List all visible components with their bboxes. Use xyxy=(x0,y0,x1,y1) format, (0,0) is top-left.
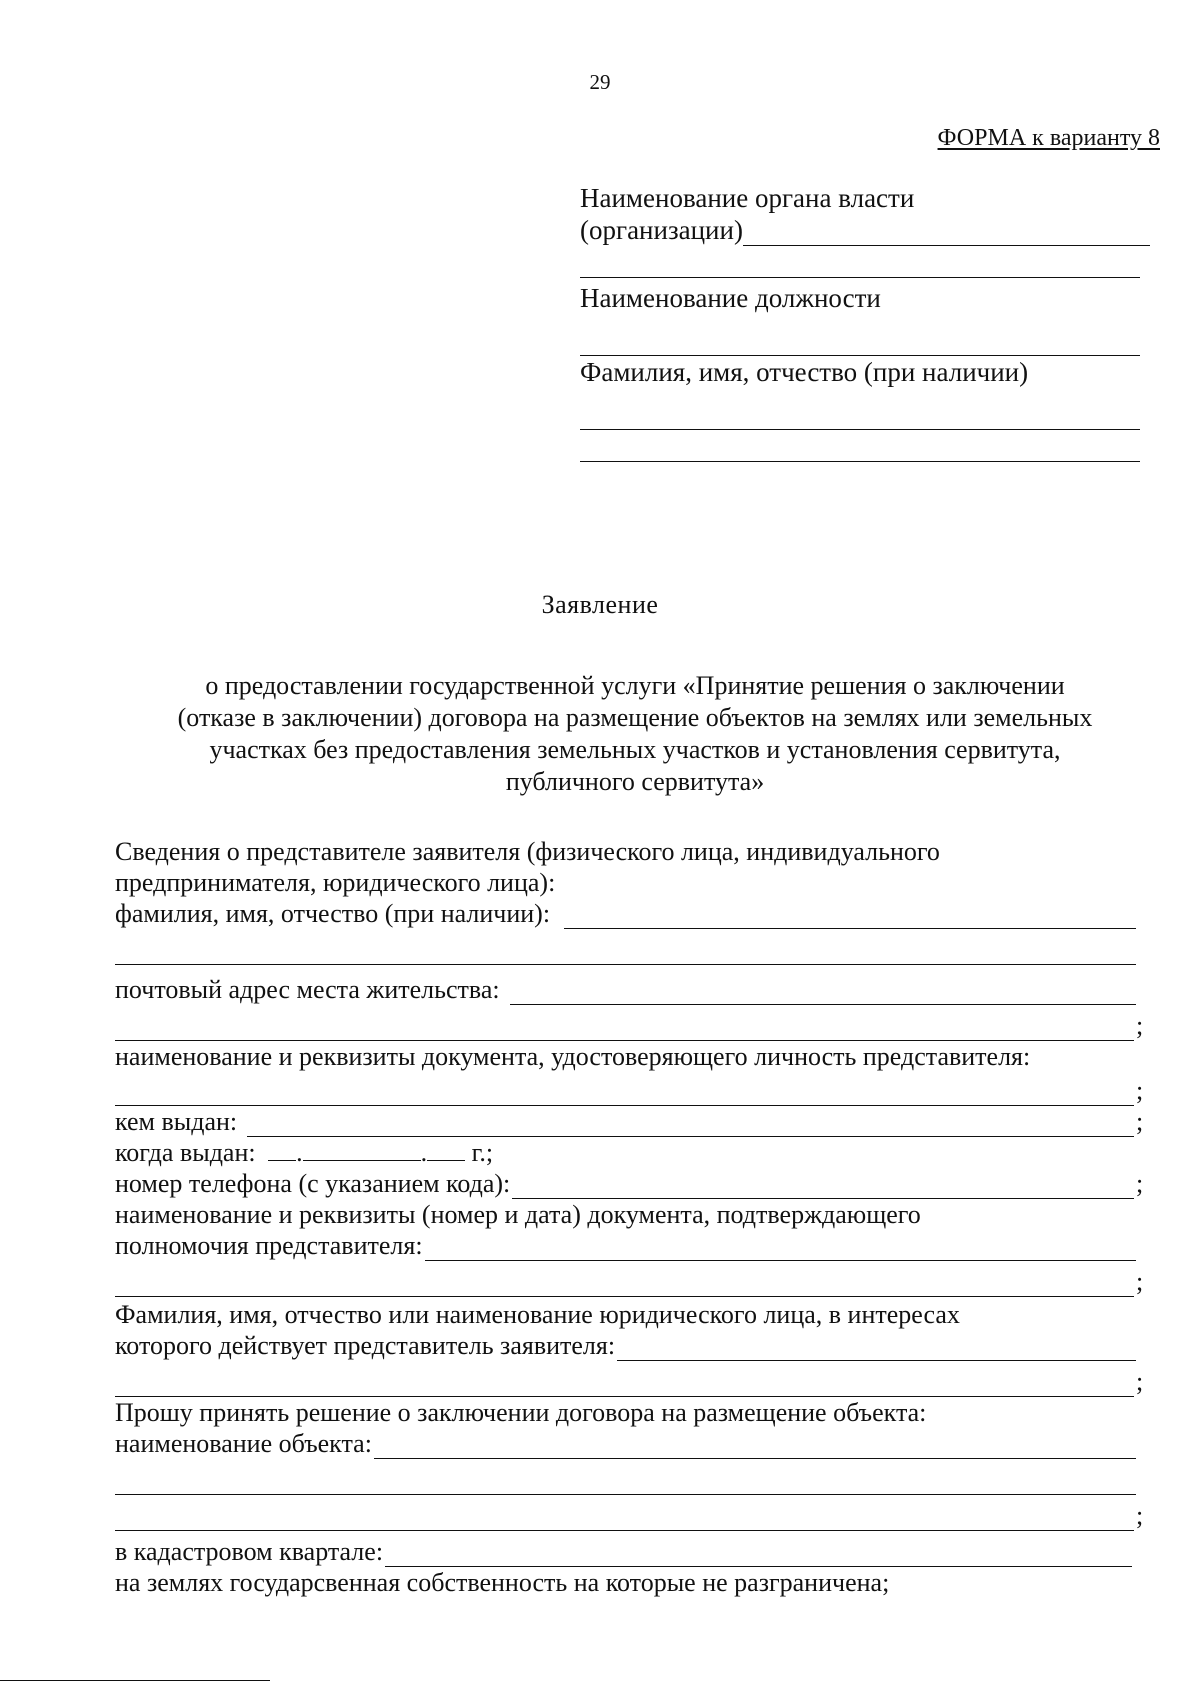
fio-field-row xyxy=(580,388,1150,430)
semicolon: ; xyxy=(1136,1267,1144,1296)
document-subject xyxy=(110,670,1160,798)
issued-year-field[interactable] xyxy=(427,1138,465,1161)
addressee-fio-field[interactable] xyxy=(580,393,1140,430)
document-title: Заявление xyxy=(541,590,659,619)
object-name-row xyxy=(115,1428,1150,1459)
form-reference: ФОРМА к варианту 8 xyxy=(937,125,1160,151)
fio-label-row xyxy=(580,356,1150,388)
object-name-field-2[interactable] xyxy=(115,1464,1136,1495)
issued-month-field[interactable] xyxy=(303,1138,421,1161)
authority-field-row-2 xyxy=(580,246,1150,278)
postal-field[interactable] xyxy=(510,980,1136,1005)
cadastral-row xyxy=(115,1531,1150,1567)
principal-field-2[interactable] xyxy=(115,1366,1134,1397)
issued-when-label: когда выдан: xyxy=(115,1138,256,1167)
object-name-field[interactable] xyxy=(374,1434,1136,1459)
fio-label: фамилия, имя, отчество (при наличии): xyxy=(115,899,551,928)
id-doc-field[interactable] xyxy=(115,1077,1134,1106)
principal-field[interactable] xyxy=(617,1336,1136,1361)
authority-doc-label-1: наименование и реквизиты (номер и дата) документа, подтверждающего xyxy=(115,1200,921,1229)
authority-doc-field-2[interactable] xyxy=(115,1266,1134,1297)
semicolon: ; xyxy=(1136,1011,1144,1040)
authority-label-cont: (организации) xyxy=(580,215,743,245)
fio-field-row-2 xyxy=(580,430,1150,462)
semicolon: ; xyxy=(1136,1076,1144,1105)
subject-line-3: участках без предоставления земельных участков и установления сервитута, xyxy=(209,735,1061,764)
footnote-divider xyxy=(0,1680,270,1681)
date-dot-1: . xyxy=(296,1138,303,1167)
subject-line-4: публичного сервитута» xyxy=(505,767,765,796)
postal-field-2[interactable] xyxy=(115,1010,1134,1041)
postal-row-2 xyxy=(115,1005,1150,1041)
addressee-fio-field-2[interactable] xyxy=(580,435,1140,462)
authority-doc-field[interactable] xyxy=(425,1236,1136,1261)
phone-label: номер телефона (с указанием кода): xyxy=(115,1169,511,1198)
semicolon: ; xyxy=(1136,1169,1144,1198)
phone-row xyxy=(115,1168,1150,1199)
subject-line-2: (отказе в заключении) договора на размещение объектов на землях или земельных xyxy=(177,703,1093,732)
request-text: Прошу принять решение о заключении договора на размещение объекта: xyxy=(115,1398,927,1427)
principal-label-1: Фамилия, имя, отчество или наименование юридического лица, в интересах xyxy=(115,1300,960,1329)
authority-label: Наименование органа власти xyxy=(580,183,915,213)
addressee-block xyxy=(580,182,1150,462)
issued-by-row xyxy=(115,1106,1150,1137)
object-name-label: наименование объекта: xyxy=(115,1429,372,1458)
page-number: 29 xyxy=(589,70,611,94)
object-name-row-2 xyxy=(115,1459,1150,1495)
object-name-field-3[interactable] xyxy=(115,1500,1134,1531)
phone-field[interactable] xyxy=(512,1174,1134,1199)
authority-doc-label-2: полномочия представителя: xyxy=(115,1231,423,1260)
year-suffix: г.; xyxy=(471,1138,494,1167)
position-label: Наименование должности xyxy=(580,283,881,313)
authority-label-row xyxy=(580,182,1150,214)
cadastral-label: в кадастровом квартале: xyxy=(115,1537,384,1566)
id-doc-label: наименование и реквизиты документа, удостоверяющего личность представителя: xyxy=(115,1042,1031,1071)
position-field[interactable] xyxy=(580,319,1140,356)
authority-field-row xyxy=(580,214,1150,246)
object-name-row-3 xyxy=(115,1495,1150,1531)
fio-label-addressee: Фамилия, имя, отчество (при наличии) xyxy=(580,357,1029,387)
issued-by-field[interactable] xyxy=(247,1112,1134,1137)
fio-field[interactable] xyxy=(564,904,1136,929)
lands-text: на землях государсвенная собственность на которые не разграничена; xyxy=(115,1568,890,1597)
subject-line-1: о предоставлении государственной услуги «Принятие решения о заключении xyxy=(205,671,1065,700)
form-body xyxy=(115,836,1150,1598)
principal-label-2: которого действует представитель заявителя: xyxy=(115,1331,616,1360)
semicolon: ; xyxy=(1136,1367,1144,1396)
date-dot-2: . xyxy=(420,1138,428,1167)
principal-row xyxy=(115,1330,1150,1361)
fio-row-2 xyxy=(115,929,1150,965)
semicolon: ; xyxy=(1136,1107,1144,1136)
issued-when-row xyxy=(115,1137,1150,1168)
rep-heading-2: предпринимателя, юридического лица): xyxy=(115,868,556,897)
fio-row xyxy=(115,898,1150,929)
issued-day-field[interactable] xyxy=(268,1138,296,1161)
position-field-row xyxy=(580,314,1150,356)
authority-doc-row xyxy=(115,1230,1150,1261)
cadastral-field[interactable] xyxy=(385,1542,1132,1567)
id-doc-row xyxy=(115,1072,1150,1106)
authority-field-2[interactable] xyxy=(580,251,1140,278)
postal-label: почтовый адрес места жительства: xyxy=(115,975,500,1004)
rep-heading-1: Сведения о представителе заявителя (физического лица, индивидуального xyxy=(115,837,940,866)
principal-row-2 xyxy=(115,1361,1150,1397)
position-label-row xyxy=(580,282,1150,314)
authority-doc-row-2 xyxy=(115,1261,1150,1297)
postal-row xyxy=(115,965,1150,1005)
semicolon: ; xyxy=(1136,1501,1144,1530)
fio-field-2[interactable] xyxy=(115,934,1136,965)
issued-by-label: кем выдан: xyxy=(115,1107,238,1136)
authority-field[interactable] xyxy=(743,219,1150,246)
